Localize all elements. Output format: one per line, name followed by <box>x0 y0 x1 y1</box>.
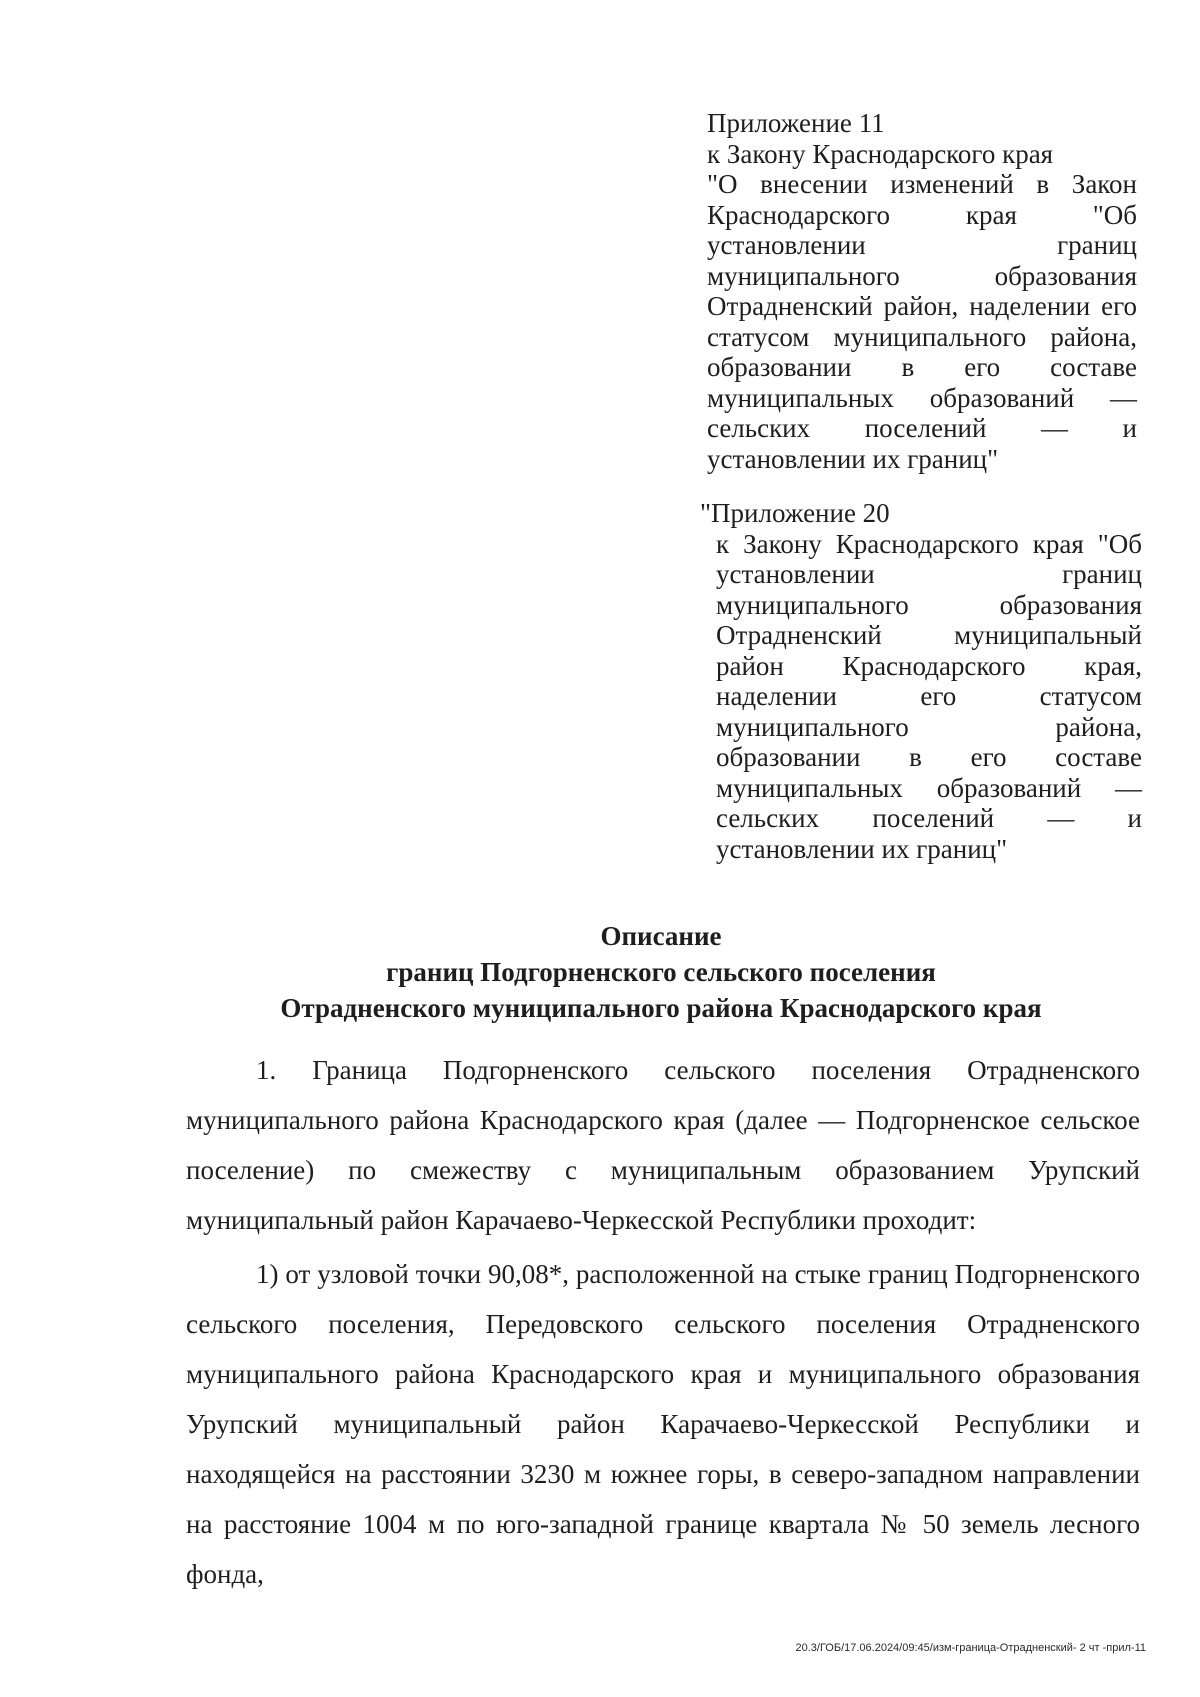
title-line-1: Описание <box>600 921 722 951</box>
appendix-11-law-title: "О внесении изменений в Закон Краснодарского края "Об установлении границ муниципального образования Отрадненский район, наделении его статусом муниципального района, образовании в его составе муниципальных образований — сельских поселений — и установлении их границ" <box>707 169 1137 474</box>
paragraph-2: 1) от узловой точки 90,08*, расположенной на стыке границ Подгорненского сельского поселения, Передовского сельского поселения Отрадненского муниципального района Краснодарского края и муниципального образования Урупский муниципальный район Карачаево-Черкесской Республики и находящейся на расстоянии 3230 м южнее горы, в северо-западном направлении на расстояние 1004 м по юго-западной границе квартала № 50 земель лесного фонда, <box>186 1259 1140 1589</box>
appendix-20-header <box>700 498 1142 864</box>
title-line-2: границ Подгорненского сельского поселения <box>386 957 936 987</box>
title-line-3: Отрадненского муниципального района Краснодарского края <box>280 993 1042 1023</box>
appendix-11-number: Приложение 11 <box>707 108 885 138</box>
paragraph-1: 1. Граница Подгорненского сельского поселения Отрадненского муниципального района Краснодарского края (далее — Подгорненское сельское поселение) по смежеству с муниципальным образованием Урупский муниципальный район Карачаево-Черкесской Республики проходит: <box>186 1055 1140 1235</box>
document-body <box>186 1045 1140 1603</box>
document-title <box>0 918 1200 1026</box>
appendix-11-law-ref: к Закону Краснодарского края <box>707 138 1054 169</box>
appendix-11-header <box>707 108 1137 474</box>
appendix-20-law-title: к Закону Краснодарского края "Об установлении границ муниципального образования Отрадненский муниципальный район Краснодарского края, наделении его статусом муниципального района, образовании в его составе муниципальных образований — сельских поселений — и установлении их границ" <box>716 528 1142 864</box>
appendix-20-number: "Приложение 20 <box>700 498 890 528</box>
document-footer: 20.3/ГОБ/17.06.2024/09:45/изм-граница-Отрадненский- 2 чт -прил-11 <box>795 1642 1146 1654</box>
